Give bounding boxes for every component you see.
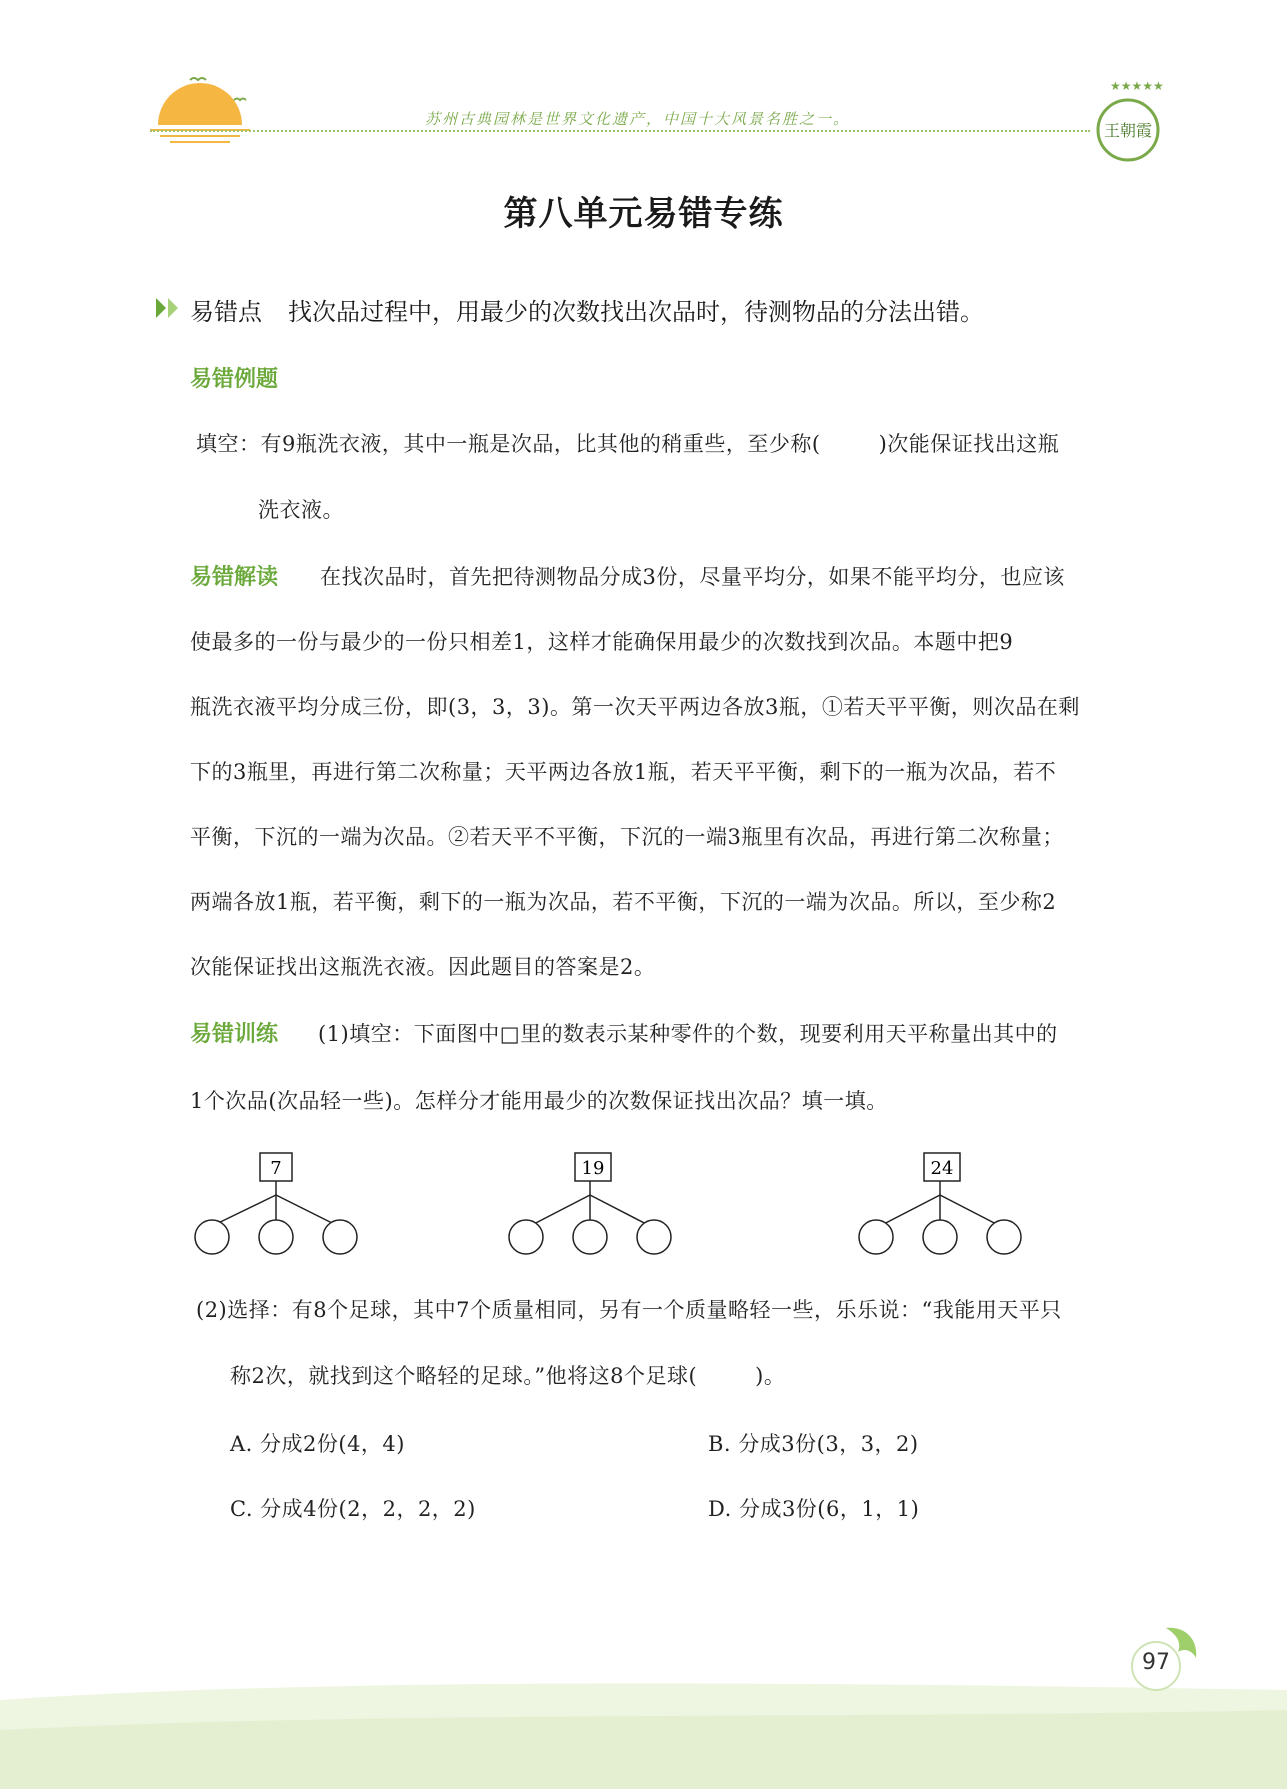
division-trees [180,1145,1080,1265]
double-arrow-icon [156,296,184,320]
tree-total: 24 [930,1158,954,1179]
example-text-b: )次能保证找出这瓶 [878,432,1060,456]
example-question [196,428,1059,458]
example-text-a: 填空：有9瓶洗衣液，其中一瓶是次品，比其他的稍重些，至少称( [196,432,821,456]
error-point-label: 易错点 [190,298,262,326]
option-b[interactable]: B. 分成3份(3，3，2) [708,1432,919,1456]
tree-diagram [509,1153,671,1254]
page-title: 第八单元易错专练 [503,194,784,234]
header-divider [150,130,1090,132]
training-q1-line: (1)填空：下面图中□里的数表示某种零件的个数，现要利用天平称量出其中的 [318,1022,1058,1046]
analysis-line: 两端各放1瓶，若平衡，剩下的一瓶为次品，若不平衡，下沉的一端为次品。所以，至少称2 [190,890,1057,914]
answer-circle[interactable] [323,1220,357,1254]
option-a[interactable]: A. 分成2份(4，4) [230,1432,405,1456]
training-q1-line: 1个次品(次品轻一些)。怎样分才能用最少的次数保证找出次品？填一填。 [190,1089,888,1113]
answer-circle[interactable] [637,1220,671,1254]
analysis-line: 平衡，下沉的一端为次品。②若天平不平衡，下沉的一端3瓶里有次品，再进行第二次称量； [190,825,1064,849]
tree-diagram [859,1153,1021,1254]
training-q2-line [230,1360,785,1390]
training-label: 易错训练 [190,1022,279,1047]
tree-diagram [195,1153,357,1254]
answer-circle[interactable] [859,1220,893,1254]
answer-circle[interactable] [573,1220,607,1254]
answer-circle[interactable] [923,1220,957,1254]
analysis-line: 在找次品时，首先把待测物品分成3份，尽量平均分，如果不能平均分，也应该 [320,565,1065,589]
error-point-text: 找次品过程中，用最少的次数找出次品时，待测物品的分法出错。 [288,298,984,326]
analysis-line: 使最多的一份与最少的一份只相差1，这样才能确保用最少的次数找到次品。本题中把9 [190,630,1014,654]
svg-text:王朝霞: 王朝霞 [1103,121,1153,140]
training-q2-line: (2)选择：有8个足球，其中7个质量相同，另有一个质量略轻一些，乐乐说：“我能用天平只 [196,1298,1062,1322]
svg-text:★★★★★: ★★★★★ [1110,79,1164,93]
footer-wave [0,1680,1287,1789]
option-d[interactable]: D. 分成3份(6，1，1) [708,1497,920,1521]
q2-text-a: 称2次，就找到这个略轻的足球。”他将这8个足球( [230,1364,698,1388]
tree-total: 19 [581,1158,605,1179]
analysis-line: 下的3瓶里，再进行第二次称量；天平两边各放1瓶，若天平平衡，剩下的一瓶为次品，若不 [190,760,1057,784]
analysis-label: 易错解读 [190,565,279,590]
answer-circle[interactable] [259,1220,293,1254]
option-c[interactable]: C. 分成4份(2，2，2，2) [230,1497,476,1521]
example-label: 易错例题 [190,367,279,392]
error-point [190,292,984,327]
publisher-logo [1088,78,1168,174]
example-question-cont: 洗衣液。 [258,498,344,522]
sunset-icon [150,70,250,160]
answer-circle[interactable] [195,1220,229,1254]
page-number: 97 [1142,1650,1170,1675]
answer-circle[interactable] [509,1220,543,1254]
answer-circle[interactable] [987,1220,1021,1254]
analysis-line: 次能保证找出这瓶洗衣液。因此题目的答案是2。 [190,955,656,979]
header-motto: 苏州古典园林是世界文化遗产，中国十大风景名胜之一。 [425,110,851,128]
analysis-line: 瓶洗衣液平均分成三份，即(3，3，3)。第一次天平两边各放3瓶，①若天平平衡，则次品在剩 [190,695,1080,719]
tree-total: 7 [270,1158,282,1179]
q2-text-b: )。 [755,1364,786,1388]
